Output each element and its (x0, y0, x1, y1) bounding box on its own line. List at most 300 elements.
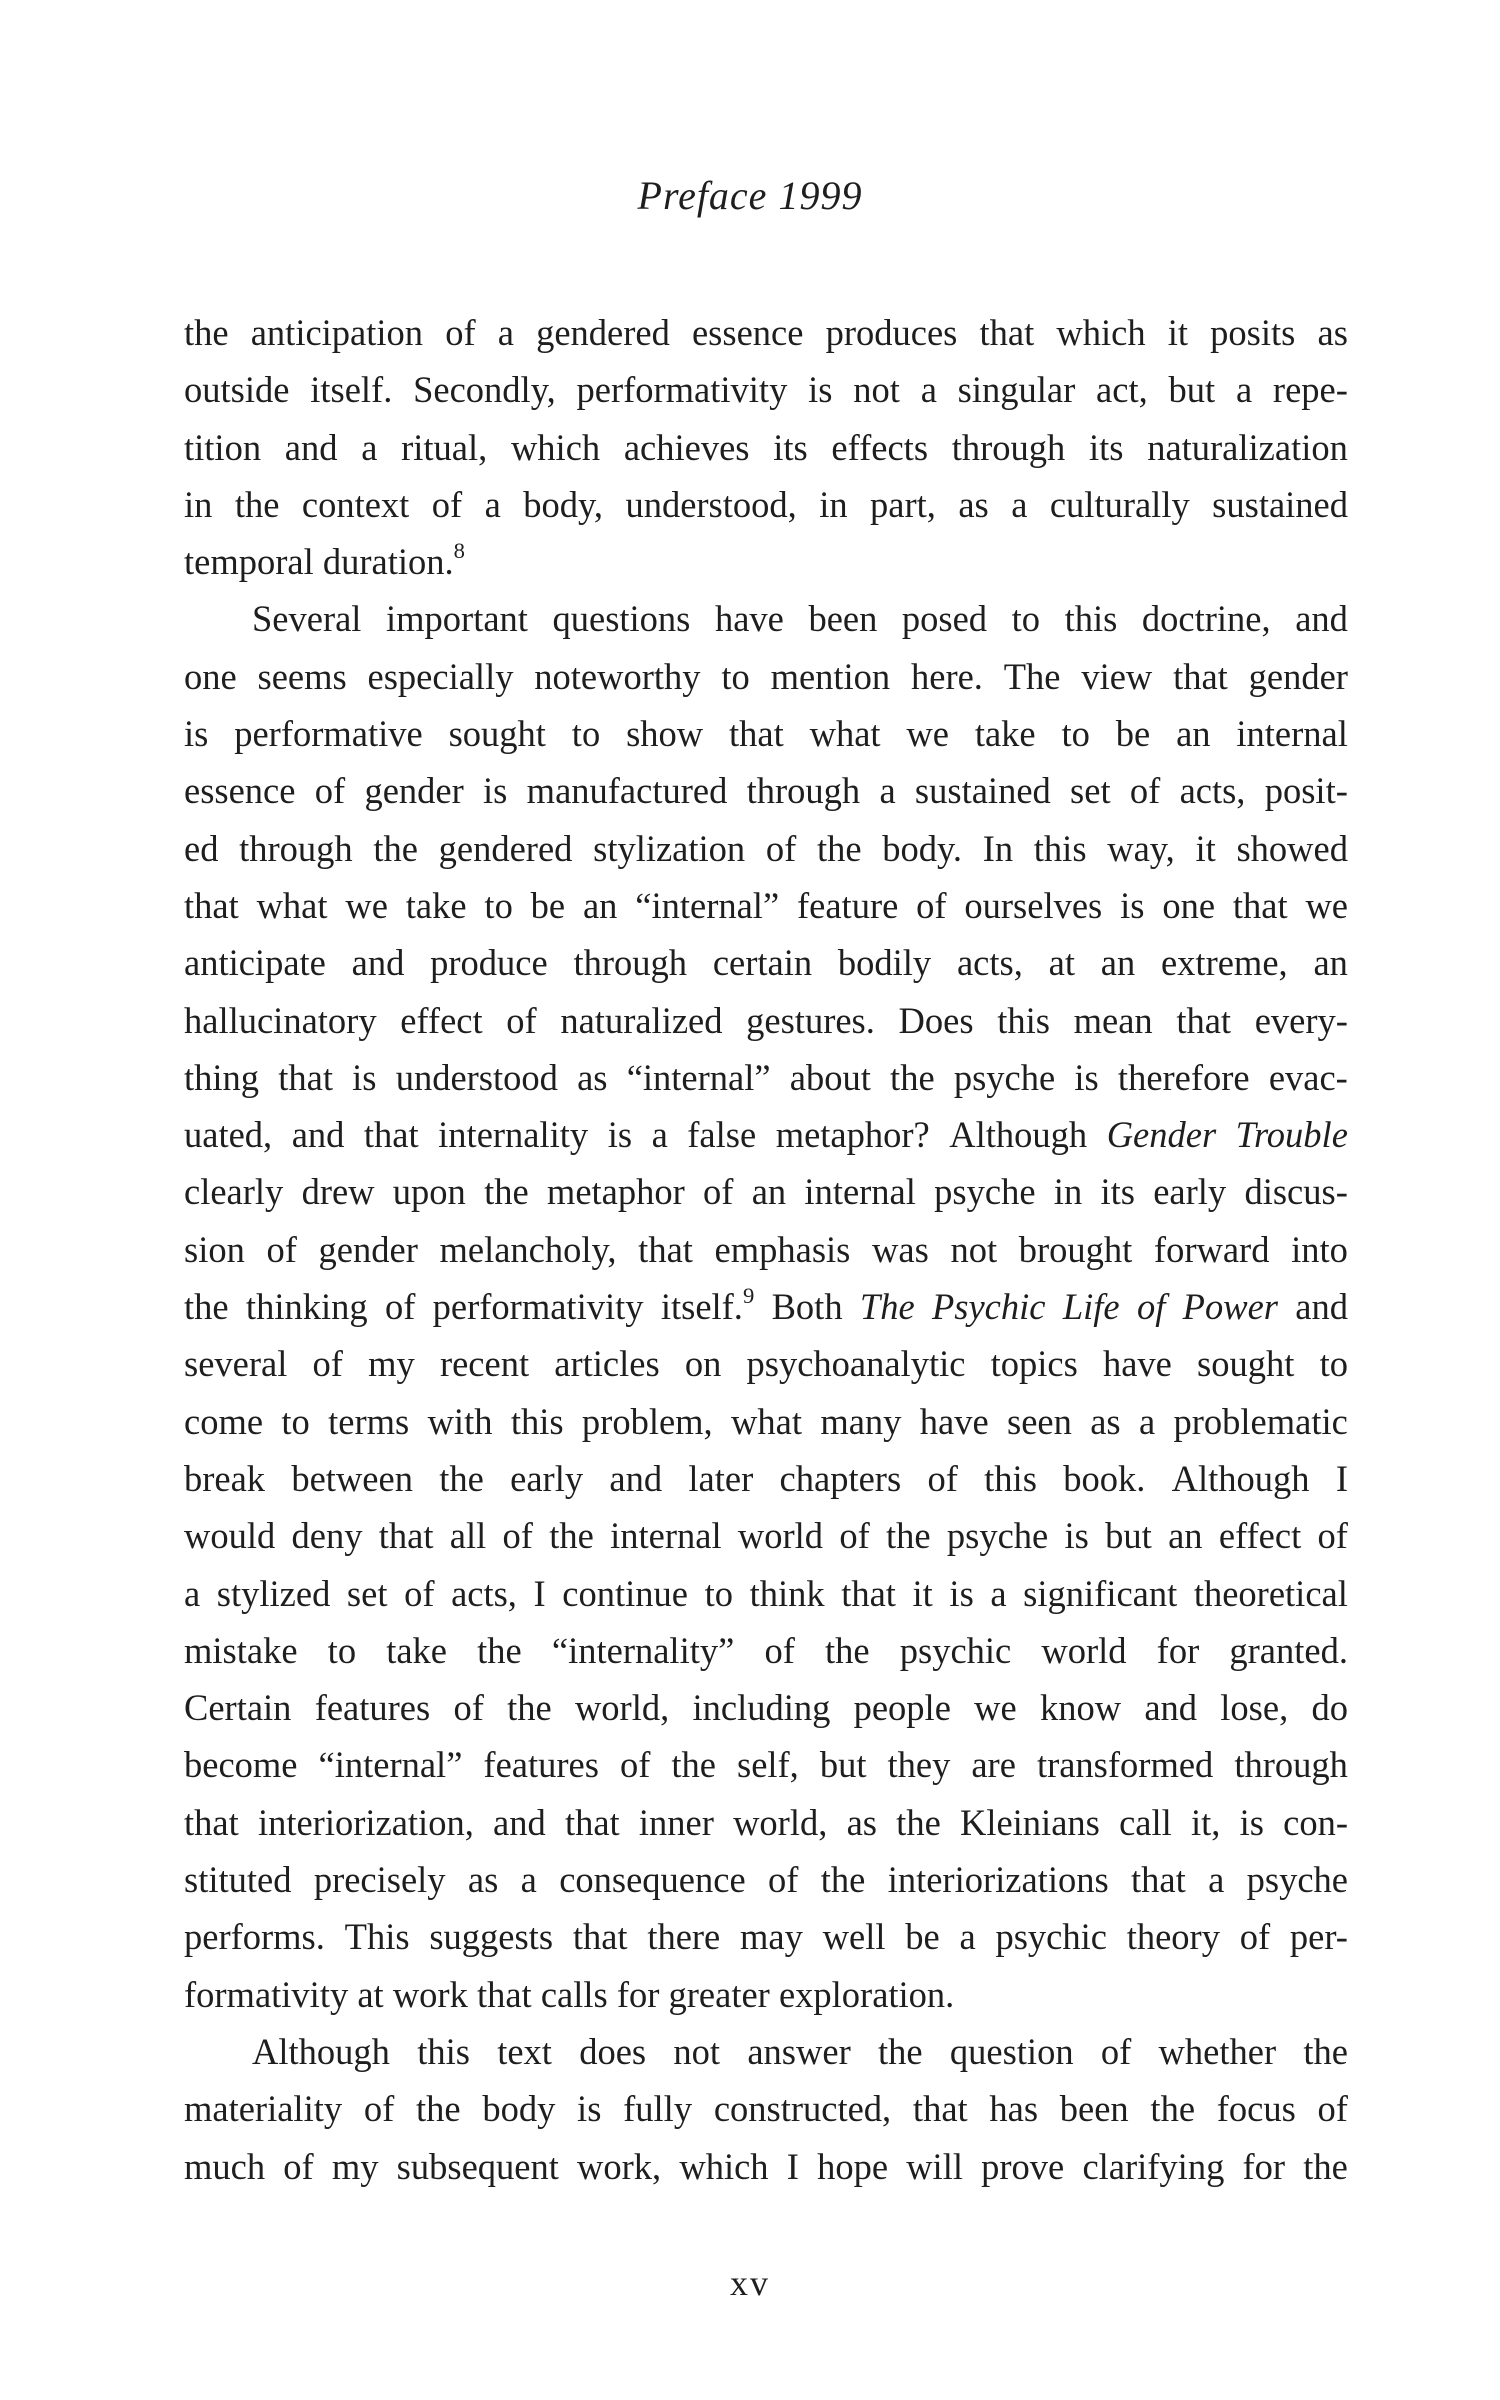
word: anticipation (250, 312, 424, 353)
word: performativity (576, 369, 788, 411)
word: thing (184, 1056, 260, 1098)
word: of (1317, 1515, 1348, 1557)
word: itself.$^9$ (660, 1282, 755, 1328)
word: mean (1073, 999, 1153, 1041)
word: questions (552, 598, 691, 640)
word: its (1088, 426, 1124, 468)
word: this (997, 999, 1050, 1041)
word: question (949, 2030, 1074, 2072)
word: including (692, 1687, 831, 1729)
word: as (846, 1801, 877, 1843)
word: important (386, 598, 528, 640)
word: of (768, 1859, 799, 1901)
word: work (392, 1973, 468, 2015)
word: hope (817, 2145, 889, 2187)
word: not (950, 1228, 998, 1270)
word: an (1168, 1515, 1203, 1557)
word: a (484, 483, 501, 525)
word: psyche (934, 1171, 1036, 1213)
word: temporal (184, 541, 314, 583)
word: topics (990, 1343, 1078, 1385)
word: the (896, 1801, 941, 1843)
word: metaphor (546, 1171, 685, 1213)
text-line (184, 648, 1348, 705)
word: is (607, 1114, 633, 1156)
word: break (184, 1457, 266, 1499)
word: seen (1007, 1400, 1072, 1442)
word: I (533, 1572, 546, 1614)
word: clearly (184, 1171, 284, 1213)
word: performativity (432, 1286, 644, 1328)
word: of (312, 1343, 343, 1385)
word: forward (1153, 1228, 1270, 1270)
word: metaphor? (775, 1114, 930, 1156)
text-line (184, 1393, 1348, 1450)
word: Several (252, 598, 362, 640)
word: Does (898, 999, 974, 1041)
word: the (439, 1457, 484, 1499)
word: a (184, 1572, 201, 1614)
word: and (1295, 1286, 1348, 1328)
word: the (477, 1629, 522, 1671)
word: features (483, 1744, 599, 1786)
word: achieves (623, 426, 750, 468)
word: through (951, 426, 1066, 468)
word: they (887, 1744, 951, 1786)
word: of (1129, 770, 1161, 812)
word: per- (1289, 1916, 1348, 1958)
word: think (749, 1572, 825, 1614)
word: all (449, 1515, 487, 1557)
word: duration.$^8$ (322, 537, 465, 583)
word: that (184, 1801, 239, 1843)
word: later (688, 1457, 754, 1499)
word: manufactured (526, 770, 728, 812)
word: may (740, 1916, 803, 1958)
word: Kleinians (959, 1801, 1100, 1843)
word: that (1232, 884, 1288, 926)
word: a (497, 312, 514, 353)
word: of (764, 1629, 795, 1671)
word: seems (257, 655, 347, 697)
word: culturally (1049, 483, 1190, 525)
word: especially (367, 655, 514, 697)
word: set (1070, 770, 1111, 812)
word: of (445, 312, 476, 353)
word: effect (1218, 1515, 1302, 1557)
word: been (808, 598, 878, 640)
word: a (1235, 369, 1253, 411)
word: an (751, 1171, 787, 1213)
word: that (1131, 1859, 1186, 1901)
word: that (278, 1056, 333, 1098)
word: granted. (1229, 1629, 1348, 1671)
word: that (572, 1916, 628, 1958)
word: come (184, 1400, 264, 1442)
word: book. (1063, 1457, 1146, 1499)
word: world, (574, 1687, 670, 1729)
word: extreme, (1160, 942, 1288, 984)
word: is (1074, 1056, 1099, 1098)
text-line (184, 877, 1348, 934)
word: take (405, 884, 467, 926)
word: through (746, 770, 861, 812)
word: psyche (1246, 1859, 1348, 1901)
word: itself. (310, 369, 393, 411)
word: a (879, 770, 896, 812)
word: and (1295, 598, 1348, 640)
word: but (1105, 1515, 1152, 1557)
word: emphasis (714, 1228, 851, 1270)
word: bodily (837, 942, 932, 984)
word: become (184, 1744, 298, 1786)
text-line (184, 1736, 1348, 1793)
word: to (1319, 1343, 1348, 1385)
running-head: Preface 1999 (637, 173, 863, 218)
word: I (1335, 1457, 1348, 1499)
word: the (1303, 2145, 1348, 2187)
word: of (703, 1171, 734, 1213)
word: an (1313, 942, 1348, 984)
word: effects (831, 426, 929, 468)
word: would (184, 1515, 276, 1557)
word: world (1041, 1629, 1127, 1671)
text-line (184, 476, 1348, 533)
word: are (971, 1744, 1016, 1786)
word: the (890, 1056, 935, 1098)
word: the (1150, 2088, 1196, 2130)
word: internality (438, 1114, 589, 1156)
word: gestures. (746, 999, 875, 1041)
word: body, (523, 483, 603, 525)
word: many (820, 1400, 902, 1442)
text-line (184, 1908, 1348, 1965)
word: Although (1171, 1457, 1310, 1499)
word: the (886, 1515, 931, 1557)
word: of (453, 1687, 484, 1729)
word: in (1053, 1171, 1083, 1213)
word: we (345, 884, 388, 926)
word: singular (957, 369, 1076, 411)
word: internal (610, 1515, 722, 1557)
word: naturalization (1147, 426, 1348, 468)
word: the (507, 1687, 552, 1729)
word: early (510, 1457, 584, 1499)
word: it (1167, 312, 1189, 353)
word: of (384, 1286, 416, 1328)
word: sustained (1212, 483, 1348, 525)
word: of (314, 770, 346, 812)
word: call (1119, 1801, 1172, 1843)
word: it (1195, 827, 1216, 869)
word: this (1033, 827, 1087, 869)
text-line (184, 2080, 1348, 2137)
word: early (1153, 1171, 1227, 1213)
word: psychic (995, 1916, 1107, 1958)
word: to (1061, 713, 1090, 755)
word: that (1173, 655, 1228, 697)
word: its (773, 426, 808, 468)
word: and (284, 426, 338, 468)
text-line (184, 1335, 1348, 1392)
word: of (1239, 1916, 1271, 1958)
word: this (510, 1400, 564, 1442)
word: through (239, 827, 353, 869)
word: exploration. (778, 1973, 955, 2015)
word: interiorization, (257, 1801, 474, 1843)
word: formativity (184, 1973, 349, 2015)
word: of (1136, 1286, 1166, 1328)
word: therefore (1117, 1056, 1250, 1098)
word: at (1048, 942, 1075, 984)
word: my (331, 2145, 379, 2187)
text-line (184, 1450, 1348, 1507)
word: problematic (1173, 1400, 1348, 1442)
word: between (291, 1457, 413, 1499)
word: melancholy, (439, 1228, 617, 1270)
word: uated, (184, 1114, 273, 1156)
word: is (808, 369, 833, 411)
word: text (497, 2030, 552, 2072)
word: focus (1216, 2088, 1296, 2130)
word: showed (1236, 827, 1348, 869)
word: my (368, 1343, 415, 1385)
word: sion (184, 1228, 245, 1270)
word: will (906, 2145, 963, 2187)
word: constructed, (713, 2088, 892, 2130)
word: have (1102, 1343, 1172, 1385)
word: what (256, 884, 328, 926)
word: was (872, 1228, 929, 1270)
word: internal (804, 1171, 916, 1213)
word: self, (736, 1744, 799, 1786)
text-line (184, 590, 1348, 647)
word: whether (1158, 2030, 1277, 2072)
word: is (577, 2088, 602, 2130)
text-line (184, 1221, 1348, 1278)
word: Power (1182, 1286, 1278, 1328)
word: know (1039, 1687, 1122, 1729)
word: effect (400, 999, 483, 1041)
text-line (184, 1622, 1348, 1679)
word: is (483, 770, 508, 812)
word: “internality” (551, 1629, 735, 1671)
word: work, (577, 2145, 662, 2187)
word: of (266, 1228, 297, 1270)
word: “internal” (635, 884, 780, 926)
text-line (184, 1049, 1348, 1106)
word: the (549, 1515, 594, 1557)
word: drew (301, 1171, 375, 1213)
word: to (327, 1629, 357, 1671)
word: naturalized (560, 999, 723, 1041)
word: with (427, 1400, 493, 1442)
text-line (184, 705, 1348, 762)
word: deny (291, 1515, 363, 1557)
word: what (809, 713, 881, 755)
word: which (510, 426, 601, 468)
word: be (1115, 713, 1151, 755)
word: Trouble (1235, 1114, 1348, 1156)
word: as (958, 483, 989, 525)
word: which (1056, 312, 1146, 353)
word: chapters (779, 1457, 902, 1499)
word: understood (395, 1056, 558, 1098)
word: have (714, 598, 784, 640)
word: theoretical (1193, 1572, 1348, 1614)
word: that (476, 1973, 532, 2015)
word: psychoanalytic (746, 1343, 966, 1385)
word: people (853, 1687, 951, 1729)
word: that (729, 713, 784, 755)
word: this (984, 1457, 1037, 1499)
word: is (949, 1572, 974, 1614)
text-line (184, 304, 1348, 361)
word: world, (733, 1801, 828, 1843)
word: produce (430, 942, 548, 984)
word: a (959, 1916, 976, 1958)
word: produces (825, 312, 958, 353)
word: transformed (1036, 1744, 1214, 1786)
word: acts, (1179, 770, 1246, 812)
text-line (184, 934, 1348, 991)
word: internal (1236, 713, 1348, 755)
word: to (704, 1572, 733, 1614)
word: psyche (946, 1515, 1049, 1557)
text-line (184, 2138, 1348, 2195)
word: the (671, 1744, 716, 1786)
word: of (431, 483, 463, 525)
word: understood, (625, 483, 797, 525)
word: is (1064, 1515, 1089, 1557)
word: psyche (953, 1056, 1056, 1098)
word: it (912, 1572, 933, 1614)
word: not (673, 2030, 721, 2072)
word: several (184, 1343, 288, 1385)
word: every- (1254, 999, 1348, 1041)
word: to (281, 1400, 310, 1442)
word: hallucinatory (184, 999, 377, 1041)
word: about (789, 1056, 871, 1098)
word: through (573, 942, 688, 984)
word: and (609, 1457, 663, 1499)
word: as (1090, 1400, 1121, 1442)
word: acts, (956, 942, 1023, 984)
text-line (184, 533, 1348, 590)
word: false (687, 1114, 757, 1156)
word: an (582, 884, 618, 926)
word: tition (184, 426, 262, 468)
word: outside (184, 369, 290, 411)
word: subsequent (396, 2145, 559, 2187)
word: the (184, 1286, 229, 1328)
text-line (184, 992, 1348, 1049)
word: the (373, 827, 418, 869)
word: stylized (216, 1572, 331, 1614)
word: not (853, 369, 900, 411)
word: a (1138, 1400, 1156, 1442)
word: suggests (429, 1916, 554, 1958)
word: that (912, 2088, 968, 2130)
word: world (737, 1515, 824, 1557)
word: a (1011, 483, 1028, 525)
word: feature (797, 884, 899, 926)
word: well (822, 1916, 886, 1958)
word: of (765, 827, 797, 869)
word: of (839, 1515, 870, 1557)
word: Although (949, 1114, 1088, 1156)
word: Gender (1106, 1114, 1217, 1156)
word: a (520, 1859, 537, 1901)
word: gender (1248, 655, 1348, 697)
word: “internal” (318, 1744, 463, 1786)
word: the (415, 2088, 461, 2130)
word: that (979, 312, 1035, 353)
word: take (386, 1629, 448, 1671)
word: mention (770, 655, 891, 697)
text-line (184, 419, 1348, 476)
word: gendered (438, 827, 573, 869)
word: discus- (1244, 1171, 1348, 1213)
word: gendered (536, 312, 670, 353)
word: thinking (245, 1286, 368, 1328)
word: psychic (899, 1629, 1012, 1671)
word: that (638, 1228, 693, 1270)
word: the (1303, 2030, 1348, 2072)
word: this (1064, 598, 1118, 640)
word: greater (668, 1973, 770, 2015)
word: is (184, 713, 209, 755)
word: continue (562, 1572, 688, 1614)
word: there (647, 1916, 721, 1958)
word: performative (234, 713, 423, 755)
word: take (974, 713, 1036, 755)
word: in (819, 483, 848, 525)
text-line (184, 2023, 1348, 2080)
word: recent (439, 1343, 530, 1385)
word: gender (364, 770, 464, 812)
word: as (467, 1859, 499, 1901)
word: brought (1018, 1228, 1133, 1270)
word: of (619, 1744, 651, 1786)
word: upon (392, 1171, 466, 1213)
word: of (927, 1457, 958, 1499)
word: acts, (451, 1572, 517, 1614)
text-line (184, 1794, 1348, 1851)
word: we (906, 713, 949, 755)
word: anticipate (184, 942, 326, 984)
word: The (859, 1286, 915, 1328)
word: which (679, 2145, 769, 2187)
word: through (1234, 1744, 1348, 1786)
word: noteworthy (534, 655, 701, 697)
word: the (184, 312, 229, 353)
word: its (1100, 1171, 1135, 1213)
word: does (579, 2030, 647, 2072)
word: stituted (184, 1859, 292, 1901)
word: has (989, 2088, 1039, 2130)
word: of (916, 884, 947, 926)
footnote-marker: 9 (742, 1282, 755, 1308)
word: articles (554, 1343, 660, 1385)
footnote-marker: 8 (453, 537, 465, 563)
word: and (291, 1114, 345, 1156)
word: context (301, 483, 410, 525)
word: features (314, 1687, 431, 1729)
text-line (184, 1679, 1348, 1736)
word: one (184, 655, 237, 697)
word: sought (448, 713, 546, 755)
